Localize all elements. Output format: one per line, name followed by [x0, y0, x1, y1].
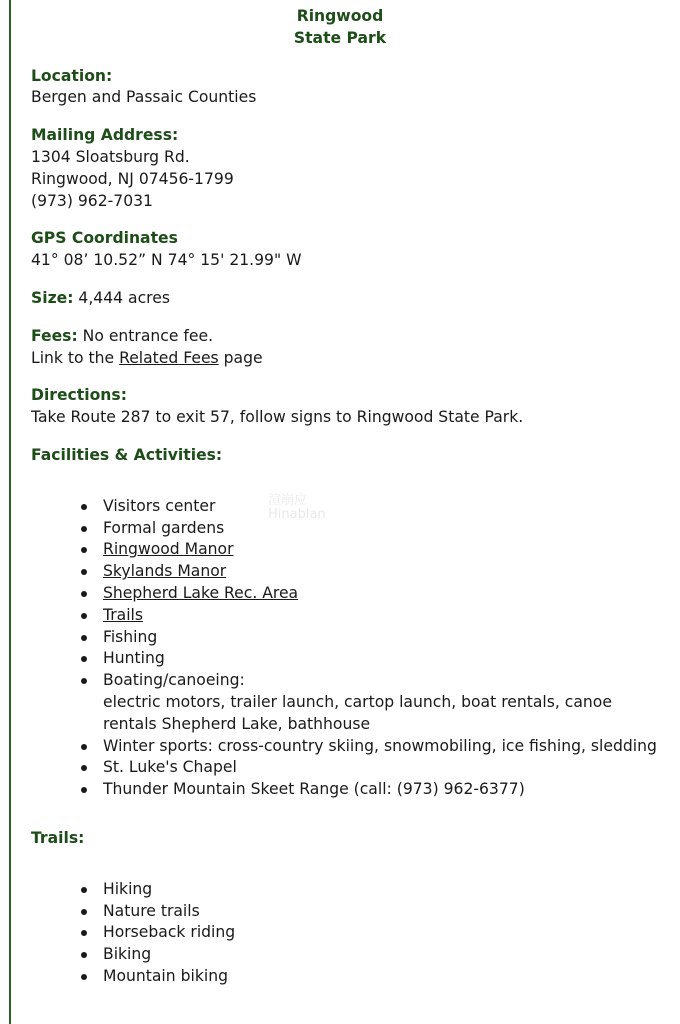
trails-list [31, 879, 661, 988]
trail-list-item [31, 966, 661, 988]
location-label: Location: [31, 66, 113, 85]
facility-list-item [31, 779, 661, 801]
gps-section [31, 228, 661, 272]
size-section [31, 288, 661, 310]
left-border-rule [9, 0, 11, 1024]
facility-text: Winter sports: cross-country skiing, snowmobiling, ice fishing, sledding [103, 736, 657, 755]
trail-list-item [31, 901, 661, 923]
facilities-list [31, 493, 661, 801]
watermark-line-2: Hinablan [268, 507, 326, 522]
trail-text: Nature trails [103, 901, 200, 920]
fees-section [31, 326, 661, 370]
size-value: 4,444 acres [73, 288, 170, 307]
trails-label: Trails: [31, 828, 85, 847]
facility-list-item [31, 648, 661, 670]
trail-list-item [31, 879, 661, 901]
facility-list-item[interactable] [31, 539, 661, 561]
facility-text: Hunting [103, 649, 165, 668]
related-fees-link[interactable]: Related Fees [119, 348, 219, 367]
location-value: Bergen and Passaic Counties [31, 88, 257, 107]
facility-list-item[interactable] [31, 583, 661, 605]
facility-list-item[interactable] [31, 605, 661, 627]
trail-text: Hiking [103, 879, 153, 898]
location-section [31, 66, 661, 110]
facility-text: Formal gardens [103, 518, 225, 537]
title-line-2: State Park [293, 28, 387, 47]
facility-link[interactable]: Trails [103, 605, 143, 624]
mailing-address-phone: (973) 962-7031 [31, 191, 153, 210]
facility-text: Visitors center [103, 496, 216, 515]
size-label: Size: [31, 288, 74, 307]
trail-list-item [31, 922, 661, 944]
facilities-label: Facilities & Activities: [31, 445, 223, 464]
mailing-address-label: Mailing Address: [31, 126, 179, 145]
page-title [31, 6, 661, 50]
trail-text: Biking [103, 945, 152, 964]
mailing-address-section [31, 125, 661, 212]
facilities-section [31, 445, 661, 801]
facility-link[interactable]: Skylands Manor [103, 562, 227, 581]
facility-list-item[interactable] [31, 561, 661, 583]
mailing-address-street: 1304 Sloatsburg Rd. [31, 147, 190, 166]
trails-section [31, 828, 661, 988]
park-info-document [31, 6, 661, 988]
facility-text: Boating/canoeing: [103, 671, 245, 690]
gps-label: GPS Coordinates [31, 229, 178, 248]
facility-text: St. Luke's Chapel [103, 758, 237, 777]
directions-label: Directions: [31, 386, 127, 405]
facility-text: Thunder Mountain Skeet Range (call: (973) 962-6377) [103, 780, 525, 799]
trail-text: Mountain biking [103, 966, 228, 985]
facility-list-item [31, 518, 661, 540]
facility-text: Fishing [103, 627, 158, 646]
facility-list-item [31, 493, 661, 518]
facility-list-item [31, 757, 661, 779]
facility-list-item [31, 627, 661, 649]
title-line-1: Ringwood [296, 7, 384, 25]
trail-list-item [31, 944, 661, 966]
facility-list-item [31, 670, 661, 735]
trail-text: Horseback riding [103, 923, 236, 942]
fees-link-prefix: Link to the [31, 348, 120, 367]
facility-link[interactable]: Shepherd Lake Rec. Area [103, 583, 299, 602]
facility-list-item [31, 736, 661, 758]
facility-link[interactable]: Ringwood Manor [103, 540, 234, 559]
directions-value: Take Route 287 to exit 57, follow signs to Ringwood State Park. [31, 408, 524, 427]
directions-section [31, 385, 661, 429]
boating-detail: electric motors, trailer launch, cartop launch, boat rentals, canoe rentals Shepherd Lake, bathhouse [103, 692, 612, 733]
fees-label: Fees: [31, 326, 78, 345]
gps-value: 41° 08’ 10.52” N 74° 15' 21.99" W [31, 251, 302, 270]
fees-value: No entrance fee. [77, 326, 214, 345]
mailing-address-city: Ringwood, NJ 07456-1799 [31, 169, 234, 188]
watermark-line-1: 渲崩应 [268, 493, 308, 508]
fees-link-suffix: page [218, 348, 263, 367]
